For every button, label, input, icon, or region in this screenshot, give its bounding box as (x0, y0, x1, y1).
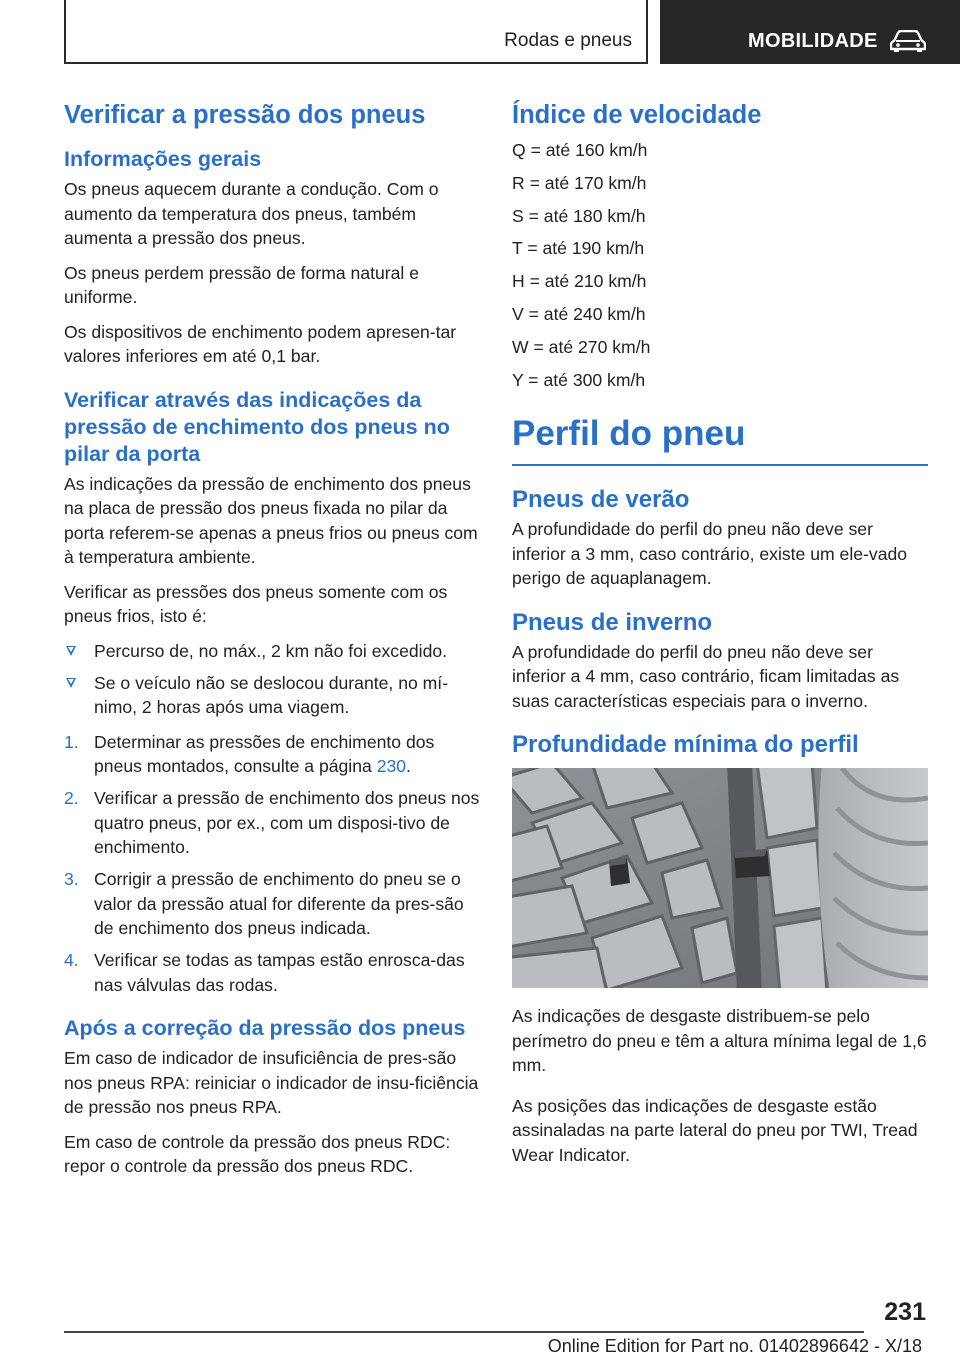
after-correction-heading: Após a correção da pressão dos pneus (64, 1016, 466, 1040)
winter-tires-heading: Pneus de inverno (512, 608, 713, 636)
triangle-bullet-icon (66, 678, 76, 688)
triangle-bullet-icon (66, 646, 76, 656)
right-column (512, 100, 928, 1177)
general-info-heading: Informações gerais (64, 147, 262, 171)
list-item: S = até 180 km/h (512, 205, 646, 226)
speed-index-heading: Índice de velocidade (512, 101, 762, 129)
cold-tire-bullet-list (64, 639, 480, 720)
list-item: R = até 170 km/h (512, 172, 647, 193)
minimum-depth-heading: Profundidade mínima do perfil (512, 731, 859, 759)
winter-paragraph: A profundidade do perfil do pneu não deve ser inferior a 4 mm, caso contrário, ficam limitadas as suas características especiais para o inverno. (512, 641, 900, 711)
summer-tires-heading: Pneus de verão (512, 486, 690, 514)
door-paragraph-1: As indicações da pressão de enchimento dos pneus na placa de pressão dos pneus fixada no pilar da porta referem-se apenas a pneus frios ou pneus com à temperatura ambiente. (64, 473, 478, 567)
door-pillar-heading: Verificar através das indicações da pressão de enchimento dos pneus no pilar da porta (64, 387, 450, 466)
list-item: H = até 210 km/h (512, 271, 647, 292)
step-number: 4. (64, 950, 79, 970)
step-number: 3. (64, 869, 79, 889)
tread-profile-heading: Perfil do pneu (512, 414, 928, 466)
list-item: 3. Corrigir a pressão de enchimento do pneu se o valor da pressão atual for diferente da pres-são de enchimento dos pneus indicada. (64, 869, 464, 938)
chapter-tab-label: MOBILIDADE (748, 30, 878, 52)
wear-indicator-paragraph-1: As indicações de desgaste distribuem-se pelo perímetro do pneu e têm a altura mínima legal de 1,6 mm. (512, 1006, 927, 1076)
tire-pressure-title: Verificar a pressão dos pneus (64, 101, 426, 129)
list-item: Percurso de, no máx., 2 km não foi excedido. (64, 639, 480, 664)
general-paragraph-1: Os pneus aquecem durante a condução. Com o aumento da temperatura dos pneus, também aumenta a pressão dos pneus. (64, 179, 439, 248)
chapter-tab[interactable] (660, 0, 960, 64)
summer-paragraph: A profundidade do perfil do pneu não deve ser inferior a 3 mm, caso contrário, existe um ele-vado perigo de aquaplanagem. (512, 519, 908, 589)
tire-tread-wear-indicator-image (512, 768, 928, 988)
list-item: Se o veículo não se deslocou durante, no mí-nimo, 2 horas após uma viagem. (64, 671, 480, 720)
footer-edition: Online Edition for Part no. 01402896642 - X/18 (547, 1336, 922, 1356)
speed-index-list (512, 138, 928, 392)
list-item: 2. Verificar a pressão de enchimento dos pneus nos quatro pneus, por ex., com um disposi-tivo de enchimento. (64, 788, 480, 857)
steps-list (64, 730, 480, 998)
step-number: 2. (64, 788, 79, 808)
list-item: T = até 190 km/h (512, 238, 645, 259)
list-item: V = até 240 km/h (512, 303, 646, 324)
footer-divider (64, 1331, 864, 1333)
page-link[interactable]: 230 (376, 756, 407, 776)
page-number: 231 (884, 1298, 926, 1326)
car-icon (890, 30, 926, 52)
door-paragraph-2: Verificar as pressões dos pneus somente com os pneus frios, isto é: (64, 581, 448, 626)
header-section-title: Rodas e pneus (504, 30, 632, 51)
left-column (64, 100, 480, 1189)
list-item: 1. Determinar as pressões de enchimento dos pneus montados, consulte a página 230. (64, 731, 435, 776)
list-item: W = até 270 km/h (512, 336, 651, 357)
list-item: 4. Verificar se todas as tampas estão enrosca-das nas válvulas das rodas. (64, 950, 465, 995)
after-paragraph-1: Em caso de indicador de insuficiência de pres-são nos pneus RPA: reiniciar o indicador de insu-ficiência de pressão nos pneus RPA. (64, 1048, 479, 1117)
general-paragraph-2: Os pneus perdem pressão de forma natural e uniforme. (64, 262, 420, 307)
list-item: Y = até 300 km/h (512, 369, 646, 390)
general-paragraph-3: Os dispositivos de enchimento podem apresen-tar valores inferiores em até 0,1 bar. (64, 321, 457, 366)
after-paragraph-2: Em caso de controle da pressão dos pneus RDC: repor o controle da pressão dos pneus RDC. (64, 1131, 451, 1176)
list-item: Q = até 160 km/h (512, 140, 648, 160)
step-number: 1. (64, 731, 79, 752)
wear-indicator-paragraph-2: As posições das indicações de desgaste estão assinaladas na parte lateral do pneu por TWI, Tread Wear Indicator. (512, 1095, 918, 1165)
